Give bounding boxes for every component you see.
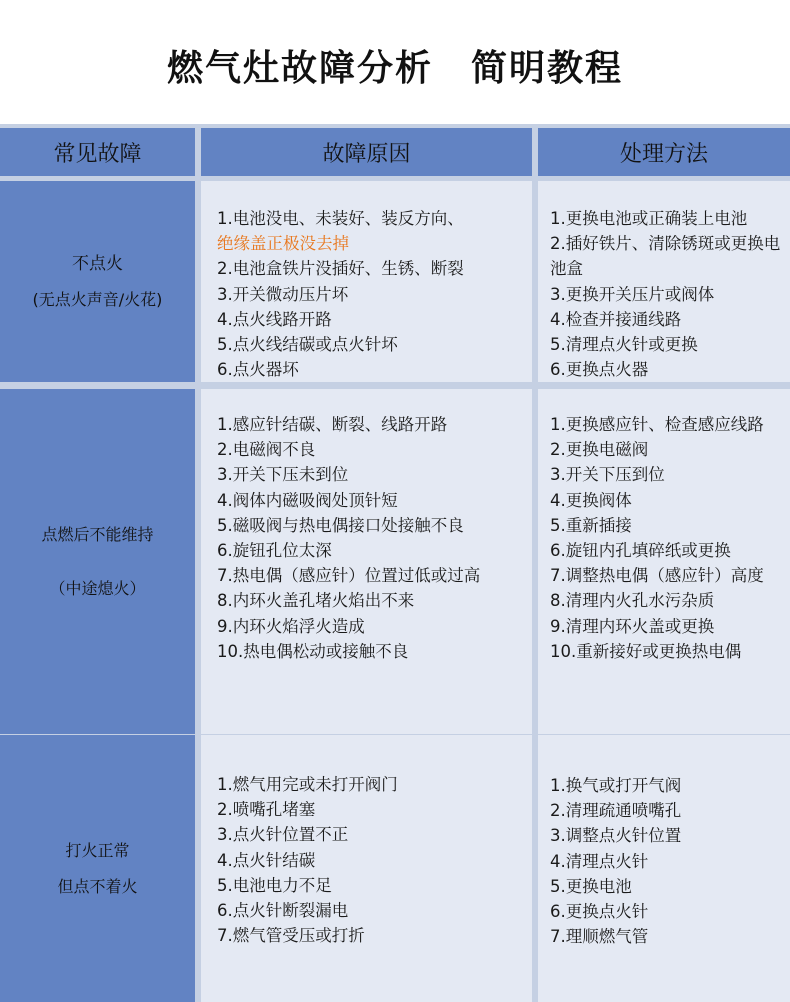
list-item: 4.检查并接通线路 <box>550 309 682 329</box>
solutions-flame-not-maintained <box>538 389 790 734</box>
list-item: 4.清理点火针 <box>550 851 649 871</box>
list-item: 4.点火线路开路 <box>217 309 332 329</box>
list-item: 2.清理疏通喷嘴孔 <box>550 801 682 821</box>
list-item: 5.电池电力不足 <box>217 875 332 895</box>
fault-title: 打火正常 <box>65 840 130 860</box>
list-item: 2.更换电磁阀 <box>550 440 649 460</box>
list-item: 1.燃气用完或未打开阀门 <box>217 775 398 794</box>
list-item-highlight: 绝缘盖正极没去掉 <box>217 234 349 254</box>
header-fault-causes: 故障原因 <box>201 128 532 176</box>
fault-table <box>0 124 790 1002</box>
list-item: 6.点火针断裂漏电 <box>217 901 349 921</box>
list-item: 8.清理内火孔水污杂质 <box>550 591 715 611</box>
fault-subtitle: 但点不着火 <box>57 876 138 896</box>
list-item: 7.燃气管受压或打折 <box>217 926 365 946</box>
list-item: 3.开关下压到位 <box>550 465 665 485</box>
solutions-spark-no-flame <box>538 735 790 1002</box>
list-item: 1.换气或打开气阀 <box>550 776 682 795</box>
fault-spark-no-flame <box>0 735 195 1002</box>
header-common-faults: 常见故障 <box>0 128 195 176</box>
page-title <box>0 40 790 100</box>
list-item: 4.阀体内磁吸阀处顶针短 <box>217 490 398 510</box>
causes-no-ignition <box>201 181 532 382</box>
causes-flame-not-maintained <box>201 389 532 734</box>
title-part1: 燃气灶故障分析 <box>166 48 433 89</box>
list-item: 6.点火器坏 <box>217 360 299 380</box>
list-item: 3.更换开关压片或阀体 <box>550 284 715 304</box>
list-item: 5.清理点火针或更换 <box>550 335 698 355</box>
list-item: 5.重新插接 <box>550 515 632 535</box>
list-item: 5.点火线结碳或点火针坏 <box>217 335 398 355</box>
causes-spark-no-flame <box>201 735 532 1002</box>
fault-title: 点燃后不能维持 <box>41 524 154 544</box>
list-item: 2.电磁阀不良 <box>217 440 316 460</box>
list-item: 3.开关微动压片坏 <box>217 284 349 304</box>
list-item: 1.更换感应针、检查感应线路 <box>550 415 764 434</box>
list-item: 7.调整热电偶（感应针）高度 <box>550 566 764 586</box>
list-item: 2.插好铁片、清除锈斑或更换电池盒 <box>550 234 781 279</box>
list-item: 8.内环火盖孔堵火焰出不来 <box>217 591 415 611</box>
fault-subtitle: (无点火声音/火花) <box>32 289 163 309</box>
list-item: 2.喷嘴孔堵塞 <box>217 800 316 820</box>
list-item: 6.旋钮内孔填碎纸或更换 <box>550 541 731 561</box>
list-item: 6.更换点火器 <box>550 360 649 380</box>
solutions-no-ignition <box>538 181 790 382</box>
list-item: 3.开关下压未到位 <box>217 465 349 485</box>
fault-title: 不点火 <box>72 253 123 274</box>
list-item: 10.热电偶松动或接触不良 <box>217 641 409 661</box>
list-item: 6.旋钮孔位太深 <box>217 541 332 561</box>
fault-flame-not-maintained <box>0 389 195 734</box>
list-item: 9.内环火焰浮火造成 <box>217 616 365 636</box>
list-item: 6.更换点火针 <box>550 902 649 922</box>
list-item: 10.重新接好或更换热电偶 <box>550 641 742 661</box>
list-item: 1.更换电池或正确装上电池 <box>550 209 748 228</box>
list-item: 1.感应针结碳、断裂、线路开路 <box>217 415 448 434</box>
header-solutions: 处理方法 <box>538 128 790 176</box>
list-item: 2.电池盒铁片没插好、生锈、断裂 <box>217 259 464 279</box>
list-item: 7.热电偶（感应针）位置过低或过高 <box>217 566 481 586</box>
list-item: 3.调整点火针位置 <box>550 826 682 846</box>
list-item: 5.磁吸阀与热电偶接口处接触不良 <box>217 515 464 535</box>
fault-no-ignition <box>0 181 195 382</box>
title-part2: 简明教程 <box>471 48 624 89</box>
list-item: 7.理顺燃气管 <box>550 927 649 947</box>
list-item: 9.清理内环火盖或更换 <box>550 616 715 636</box>
list-item: 5.更换电池 <box>550 876 632 896</box>
list-item: 1.电池没电、未装好、装反方向、 <box>217 209 464 228</box>
list-item: 3.点火针位置不正 <box>217 825 349 845</box>
list-item: 4.点火针结碳 <box>217 850 316 870</box>
list-item: 4.更换阀体 <box>550 490 632 510</box>
fault-subtitle: （中途熄火） <box>49 578 146 598</box>
